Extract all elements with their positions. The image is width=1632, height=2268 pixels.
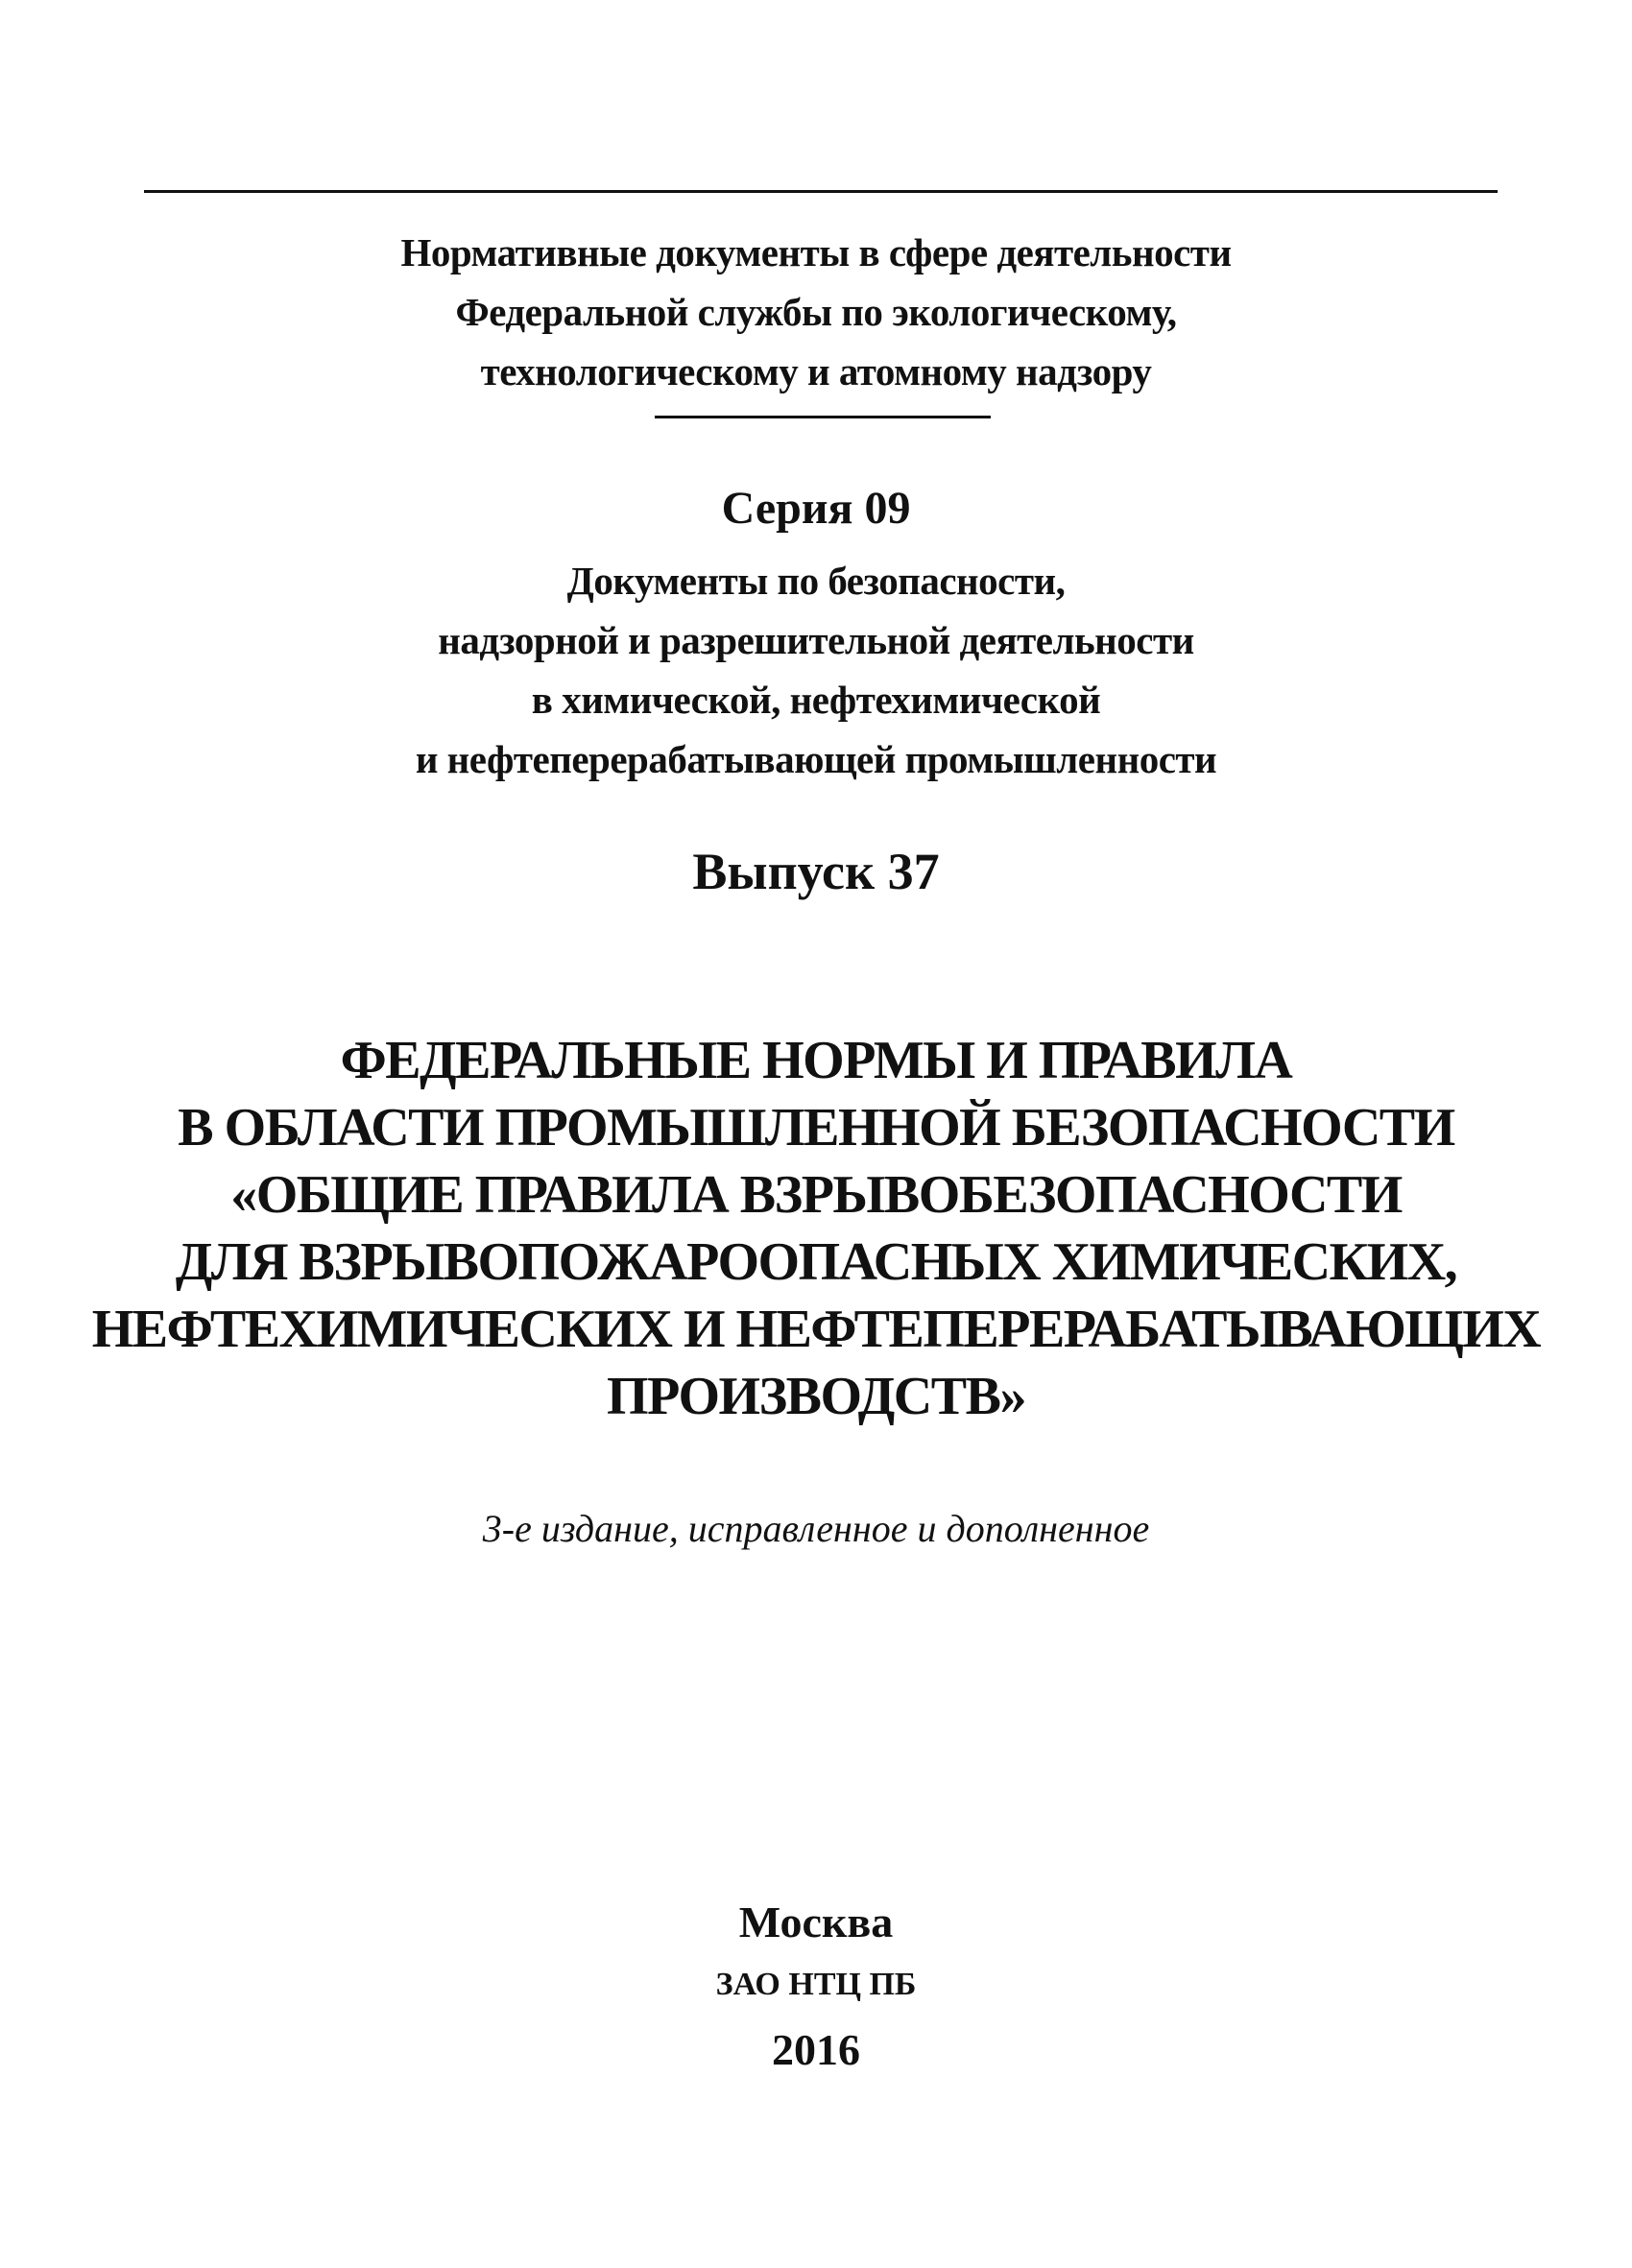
header-line: технологическому и атомному надзору (480, 349, 1152, 394)
imprint-publisher: ЗАО НТЦ ПБ (715, 1967, 917, 2002)
imprint-year: 2016 (772, 2025, 860, 2074)
series-description-line: Документы по безопасности, (566, 559, 1066, 603)
header-divider (655, 416, 991, 418)
main-title (0, 1027, 1632, 1430)
header-line: Федеральной службы по экологическому, (455, 290, 1177, 334)
series-description-line: надзорной и разрешительной деятельности (438, 618, 1194, 662)
issue-number: Выпуск 37 (692, 843, 940, 900)
series-title: Серия 09 (721, 483, 911, 534)
main-title-line: ПРОИЗВОДСТВ» (607, 1367, 1025, 1426)
main-title-line: НЕФТЕХИМИЧЕСКИХ И НЕФТЕПЕРЕРАБАТЫВАЮЩИХ (91, 1300, 1541, 1359)
series-description-line: в химической, нефтехимической (531, 678, 1101, 722)
series-description (0, 551, 1632, 789)
top-rule (144, 190, 1498, 193)
main-title-line: ДЛЯ ВЗРЫВОПОЖАРООПАСНЫХ ХИМИЧЕСКИХ, (175, 1232, 1457, 1292)
main-title-line: «ОБЩИЕ ПРАВИЛА ВЗРЫВОБЕЗОПАСНОСТИ (230, 1165, 1402, 1225)
header-line: Нормативные документы в сфере деятельности (400, 230, 1232, 275)
imprint-city: Москва (738, 1898, 894, 1946)
header-block (0, 223, 1632, 401)
edition-note: 3-е издание, исправленное и дополненное (482, 1507, 1150, 1550)
series-description-line: и нефтеперерабатывающей промышленности (415, 737, 1217, 781)
main-title-line: ФЕДЕРАЛЬНЫЕ НОРМЫ И ПРАВИЛА (340, 1031, 1292, 1090)
main-title-line: В ОБЛАСТИ ПРОМЫШЛЕННОЙ БЕЗОПАСНОСТИ (178, 1098, 1454, 1158)
